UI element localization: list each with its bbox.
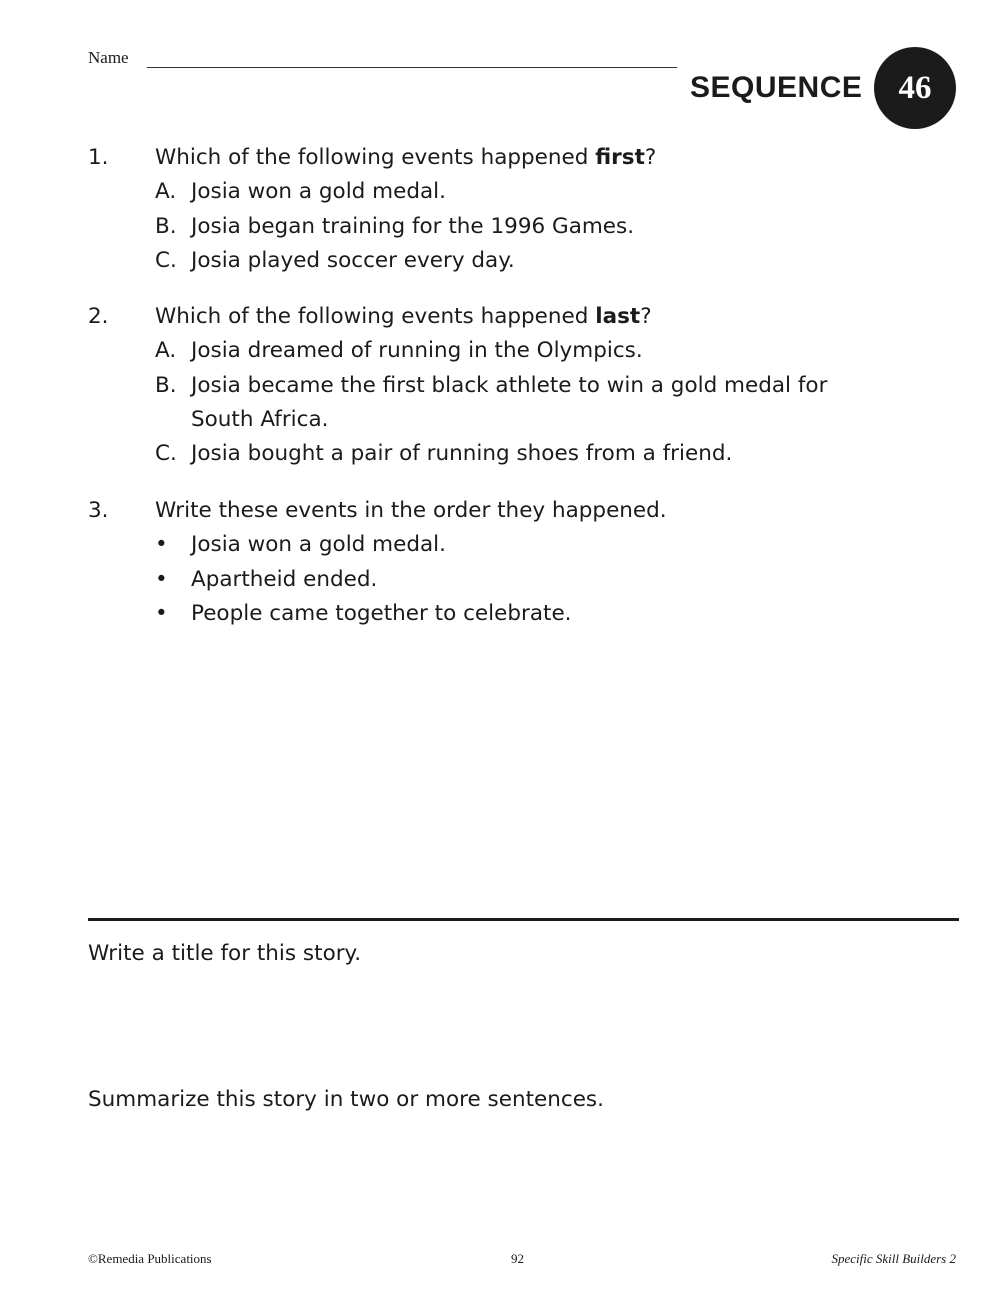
option-text: Josia won a gold medal.: [191, 179, 446, 205]
question-number: 1.: [88, 145, 109, 170]
option-text: Josia bought a pair of running shoes from a friend.: [191, 441, 733, 467]
event-text: Josia won a gold medal.: [191, 532, 446, 558]
bullet-icon: •: [155, 600, 168, 626]
question-number: 2.: [88, 304, 109, 329]
option-letter: A.: [155, 338, 177, 364]
section-title: SEQUENCE: [690, 71, 863, 104]
title-prompt: Write a title for this story.: [88, 941, 362, 966]
footer-copyright: ©Remedia Publications: [88, 1251, 212, 1266]
question-emphasis: first: [595, 145, 645, 170]
footer-page-number: 92: [511, 1251, 524, 1266]
question-number: 3.: [88, 498, 109, 523]
event-text: Apartheid ended.: [191, 566, 378, 592]
option-letter: C.: [155, 441, 177, 467]
option-text: Josia began training for the 1996 Games.: [191, 213, 635, 239]
option-text: Josia became the first black athlete to win a gold medal for South Africa.: [191, 372, 828, 432]
option-text: Josia played soccer every day.: [191, 247, 515, 273]
bullet-icon: •: [155, 566, 168, 592]
option-letter: B.: [155, 372, 177, 398]
footer-book-title: Specific Skill Builders 2: [831, 1251, 956, 1266]
name-label: Name: [88, 48, 129, 67]
question-text: Which of the following events happened last?: [155, 304, 652, 329]
option-letter: A.: [155, 179, 177, 205]
section-divider: [88, 918, 959, 921]
option-letter: C.: [155, 247, 177, 273]
option-text: Josia dreamed of running in the Olympics.: [191, 338, 643, 364]
bullet-icon: •: [155, 532, 168, 558]
name-line[interactable]: [147, 67, 677, 68]
summary-prompt: Summarize this story in two or more sentences.: [88, 1087, 604, 1112]
question-emphasis: last: [595, 304, 641, 329]
option-letter: B.: [155, 213, 177, 239]
event-text: People came together to celebrate.: [191, 600, 572, 626]
lesson-number-badge: 46: [874, 47, 956, 129]
question-text: Which of the following events happened first?: [155, 145, 657, 170]
question-text: Write these events in the order they happened.: [155, 498, 667, 523]
